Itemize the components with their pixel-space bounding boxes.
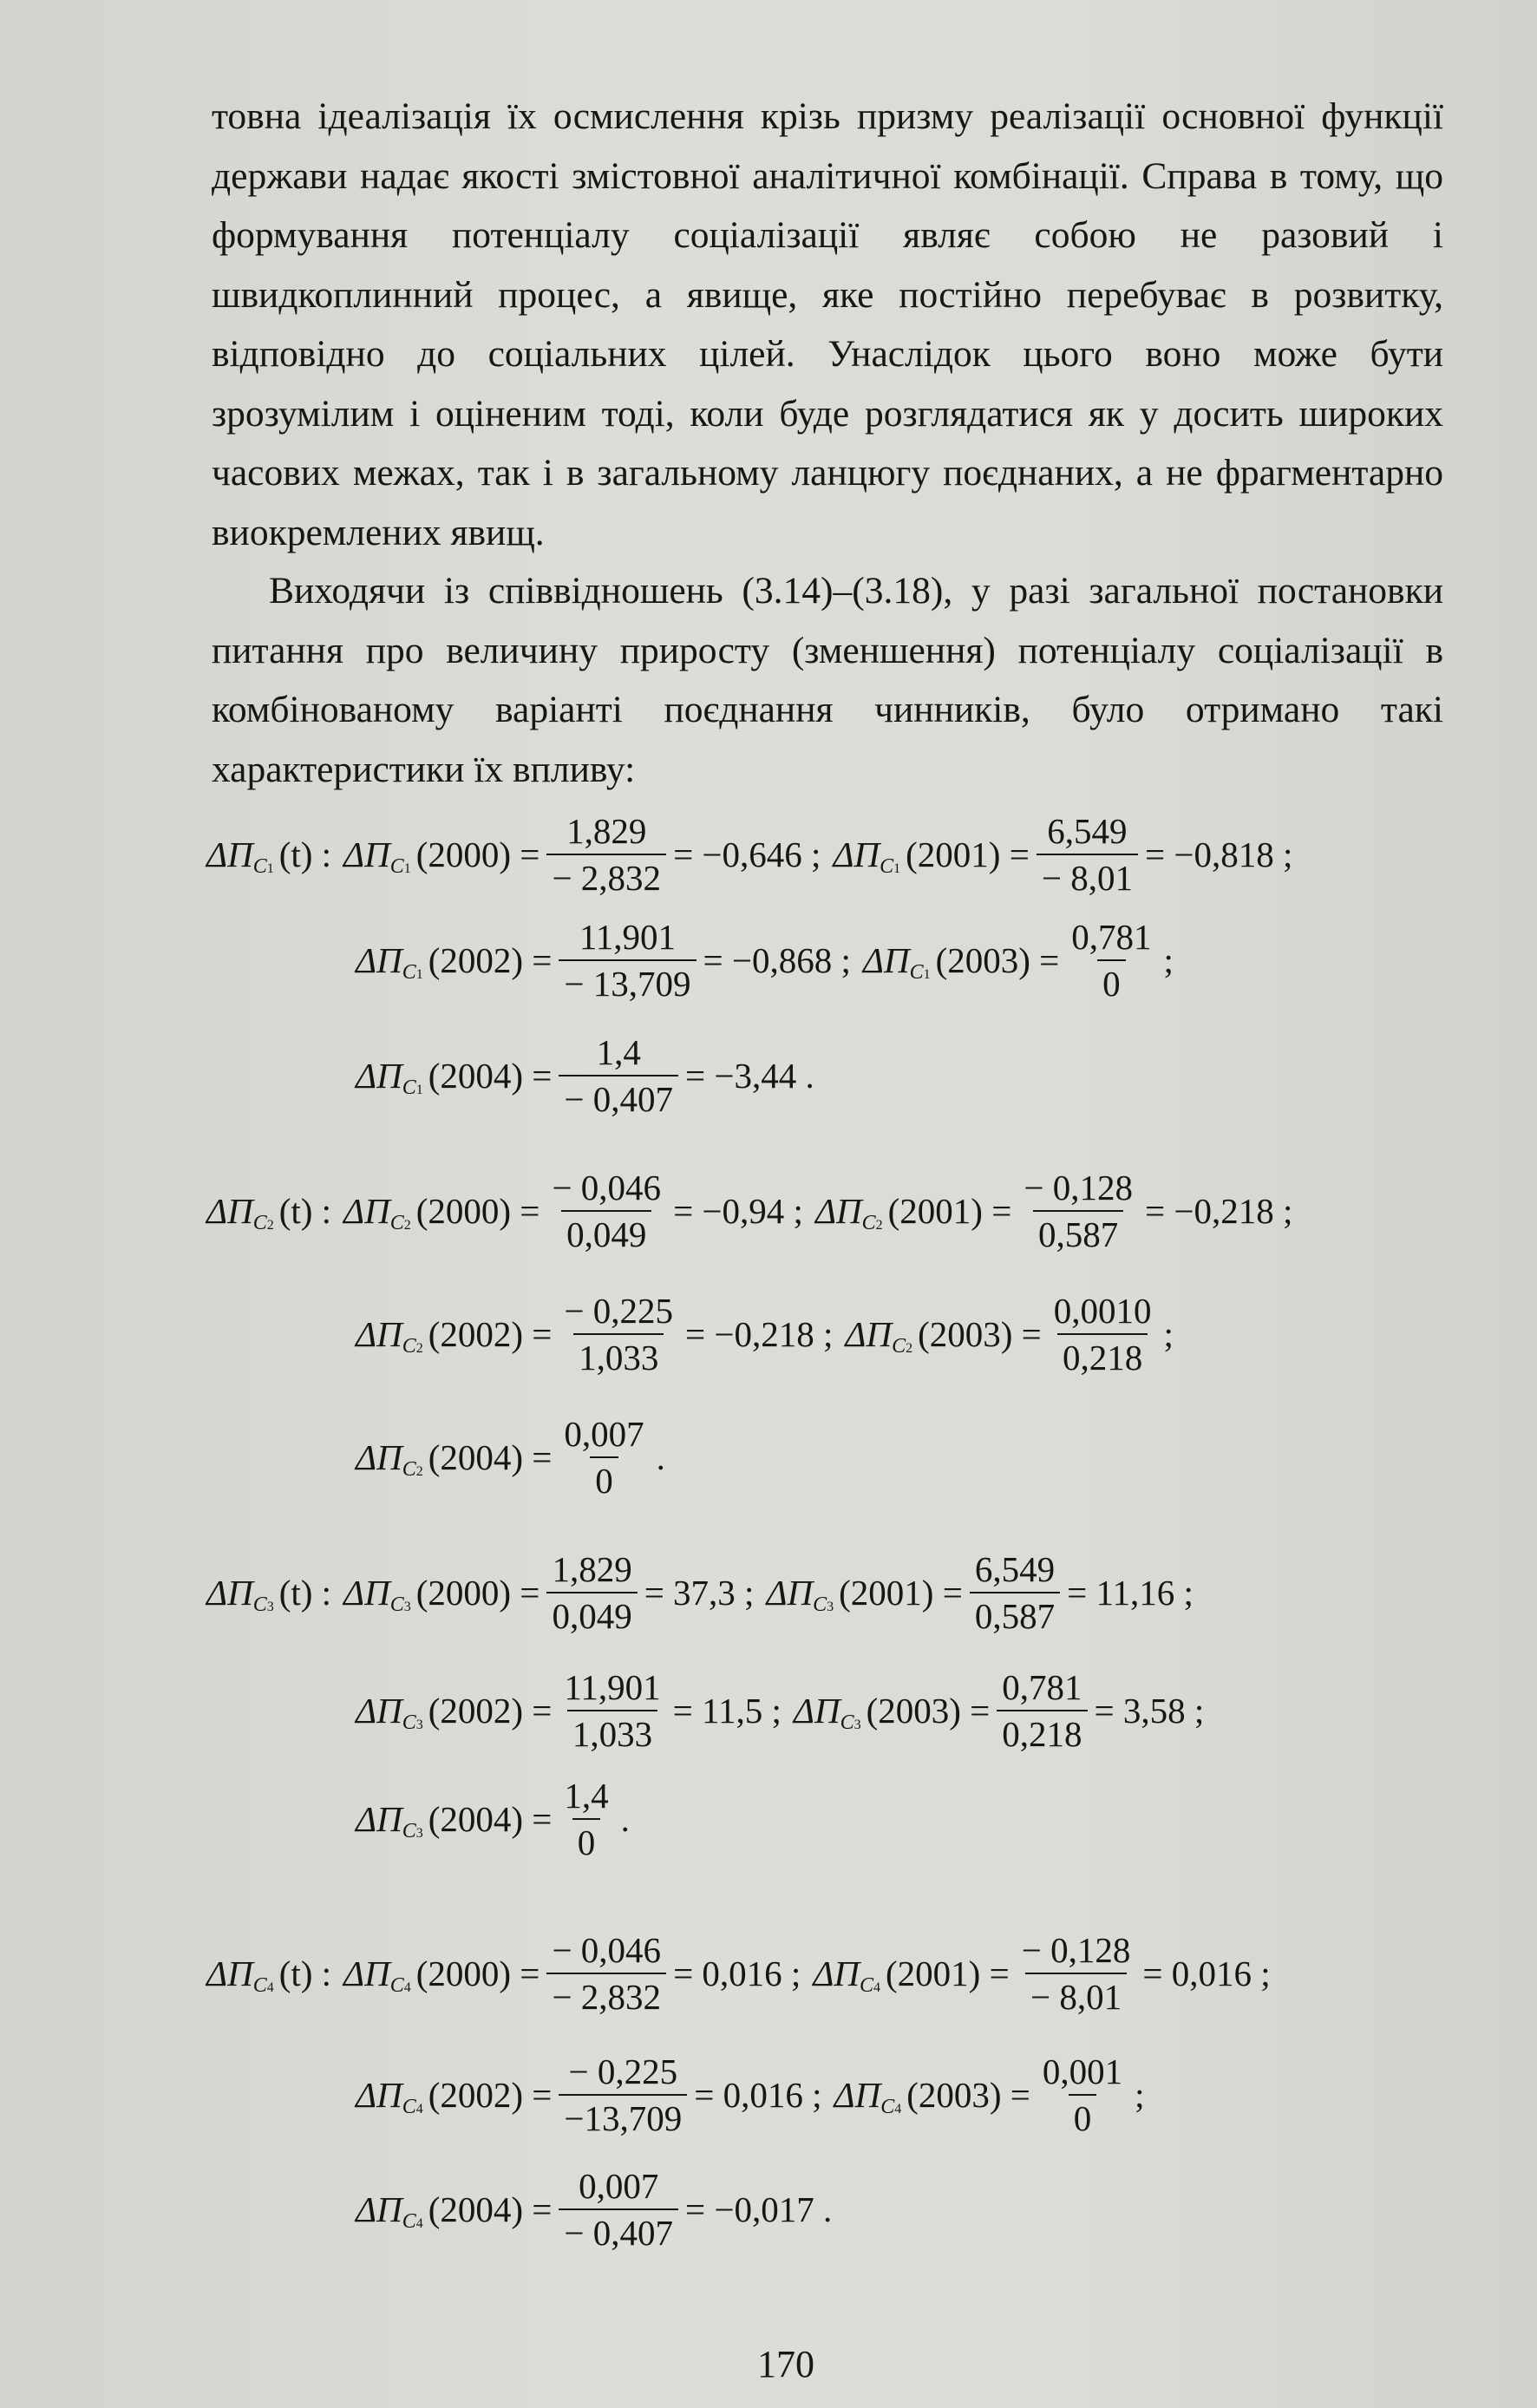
subscript-index: 4 <box>403 1979 411 1995</box>
equation-line <box>206 807 1292 902</box>
symbol-text: ΔП <box>206 1953 253 1993</box>
equation-term <box>356 2165 832 2254</box>
fraction <box>1017 1929 1136 2018</box>
subscript-index: 4 <box>894 2101 902 2117</box>
symbol-text: ΔП <box>343 1573 390 1613</box>
symbol-text: ΔП <box>766 1573 814 1613</box>
year-argument: (2000) = <box>415 1573 540 1613</box>
equation-term <box>343 1167 803 1255</box>
result-value: = 0,016 ; <box>1142 1953 1271 1993</box>
lead-argument: (t) : <box>278 1191 332 1231</box>
delta-p-symbol <box>356 2074 428 2116</box>
fraction-denominator: − 8,01 <box>1025 1973 1127 2018</box>
subscript-index: 4 <box>415 2215 423 2231</box>
subscript-index: 4 <box>873 1979 881 1995</box>
fraction <box>1037 2051 1128 2139</box>
subscript-index: 3 <box>266 1599 274 1614</box>
subscript-letter: C <box>252 1593 267 1616</box>
symbol-text: ΔП <box>343 1191 390 1231</box>
symbol-subscript <box>402 1335 423 1358</box>
symbol-text: ΔП <box>793 1691 840 1731</box>
subscript-index: 3 <box>415 1825 423 1841</box>
fraction-denominator: 0,587 <box>970 1592 1060 1637</box>
year-argument: (2001) = <box>839 1573 963 1613</box>
subscript-letter: C <box>861 1211 876 1234</box>
symbol-text: ΔП <box>833 834 880 874</box>
fraction-numerator: 0,001 <box>1042 2051 1123 2091</box>
subscript-letter: C <box>402 1334 416 1358</box>
equation-line <box>206 1545 1194 1640</box>
symbol-subscript <box>402 961 423 985</box>
subscript-letter: C <box>389 854 404 878</box>
fraction-numerator: 0,007 <box>579 2166 659 2206</box>
fraction-denominator: − 2,832 <box>546 854 666 899</box>
year-argument: (2003) = <box>918 1314 1042 1354</box>
result-value: = −0,218 ; <box>685 1314 834 1354</box>
result-value: = 0,016 ; <box>673 1953 801 1993</box>
equation-term <box>834 2051 1145 2139</box>
delta-p-symbol <box>815 1190 888 1232</box>
fraction <box>559 2165 678 2254</box>
symbol-text: ΔП <box>356 2189 402 2229</box>
result-value: = 11,5 ; <box>672 1691 782 1731</box>
fraction-denominator: 0,049 <box>546 1592 637 1637</box>
fraction <box>559 1666 665 1755</box>
subscript-letter: C <box>402 2209 416 2233</box>
symbol-subscript <box>253 1593 274 1617</box>
subscript-index: 1 <box>923 966 931 982</box>
lead-argument: (t) : <box>278 1573 332 1613</box>
year-argument: (2002) = <box>428 2075 553 2115</box>
year-argument: (2002) = <box>428 1314 553 1354</box>
equation-line <box>356 2047 1145 2143</box>
subscript-index: 2 <box>415 1463 423 1479</box>
fraction-numerator: − 0,046 <box>552 1168 662 1207</box>
subscript-index: 1 <box>415 966 423 982</box>
fraction-numerator: − 0,128 <box>1024 1168 1133 1207</box>
symbol-subscript <box>880 855 900 879</box>
subscript-index: 4 <box>266 1979 274 1995</box>
result-value: = −0,94 ; <box>673 1191 803 1231</box>
delta-p-symbol <box>356 939 428 984</box>
subscript-index: 3 <box>403 1599 411 1614</box>
equation-term <box>356 1775 630 1863</box>
equation-term <box>833 810 1292 899</box>
year-argument: (2004) = <box>428 2189 553 2229</box>
year-argument: (2003) = <box>935 940 1060 980</box>
delta-p-symbol <box>766 1572 839 1616</box>
fraction-numerator: 0,781 <box>1002 1667 1082 1707</box>
symbol-subscript <box>862 1212 883 1235</box>
fraction <box>546 1548 637 1637</box>
fraction <box>546 1929 666 2018</box>
symbol-subscript <box>253 1974 274 1998</box>
symbol-subscript <box>402 1711 423 1735</box>
result-value: = −0,818 ; <box>1144 834 1293 874</box>
fraction <box>997 1666 1087 1755</box>
subscript-letter: C <box>252 1211 267 1234</box>
symbol-subscript <box>840 1711 861 1735</box>
year-argument: (2003) = <box>866 1691 991 1731</box>
subscript-letter: C <box>813 1593 827 1616</box>
year-argument: (2000) = <box>415 834 540 874</box>
subscript-letter: C <box>402 1457 416 1481</box>
subscript-index: 2 <box>415 1340 423 1356</box>
fraction <box>559 1031 678 1120</box>
fraction-numerator: 0,007 <box>564 1414 644 1454</box>
symbol-text: ΔП <box>845 1314 893 1354</box>
fraction <box>1037 810 1138 899</box>
result-value: = −0,646 ; <box>673 834 821 874</box>
equation-term <box>356 916 851 1004</box>
result-value: = 0,016 ; <box>694 2075 822 2115</box>
fraction <box>559 916 696 1004</box>
delta-p-symbol <box>206 834 279 878</box>
subscript-letter: C <box>402 1076 416 1099</box>
equation-term <box>356 1666 782 1755</box>
delta-p-symbol <box>206 1953 279 1997</box>
equation-term <box>815 1167 1292 1255</box>
fraction-denominator: − 0,407 <box>559 1075 678 1120</box>
equation-term <box>343 810 821 899</box>
subscript-letter: C <box>402 960 416 984</box>
fraction <box>546 810 666 899</box>
year-argument: (2001) = <box>887 1191 1012 1231</box>
equation-line <box>356 1771 630 1867</box>
symbol-text: ΔП <box>356 1799 402 1839</box>
subscript-index: 3 <box>827 1599 834 1614</box>
equation-term <box>356 1031 814 1120</box>
symbol-subscript <box>860 1974 880 1998</box>
fraction-denominator: − 13,709 <box>559 959 696 1004</box>
subscript-index: 2 <box>906 1340 913 1356</box>
result-value: ; <box>1163 940 1174 980</box>
subscript-index: 1 <box>415 1082 423 1097</box>
subscript-index: 2 <box>875 1217 883 1233</box>
symbol-text: ΔП <box>356 2075 402 2115</box>
symbol-subscript <box>253 1212 274 1235</box>
fraction-numerator: − 0,225 <box>568 2051 678 2091</box>
delta-p-symbol <box>356 1313 428 1358</box>
year-argument: (2004) = <box>428 1056 553 1096</box>
year-argument: (2004) = <box>428 1799 553 1839</box>
equation-line <box>206 1163 1292 1259</box>
equation-line <box>356 1663 1204 1758</box>
result-value: . <box>656 1437 665 1477</box>
subscript-letter: C <box>909 960 924 984</box>
delta-p-symbol <box>343 1953 416 1997</box>
subscript-letter: C <box>860 1973 874 1997</box>
symbol-text: ΔП <box>343 834 390 874</box>
delta-p-symbol <box>833 834 906 878</box>
symbol-text: ΔП <box>356 940 402 980</box>
fraction-numerator: 6,549 <box>974 1549 1056 1589</box>
equation-term <box>343 1929 801 2018</box>
equation-line <box>356 2162 832 2257</box>
subscript-letter: C <box>402 1819 416 1842</box>
subscript-letter: C <box>252 1973 267 1997</box>
delta-p-symbol <box>834 2074 907 2116</box>
symbol-subscript <box>253 855 274 879</box>
subscript-letter: C <box>252 854 267 878</box>
result-value: ; <box>1163 1314 1174 1354</box>
result-value: ; <box>1135 2075 1145 2115</box>
equation-term <box>813 1929 1270 2018</box>
fraction-numerator: − 0,046 <box>552 1930 662 1970</box>
subscript-index: 3 <box>854 1717 861 1732</box>
fraction-numerator: 0,781 <box>1071 917 1152 957</box>
delta-p-symbol <box>356 1436 428 1481</box>
equation-line <box>356 1286 1174 1382</box>
fraction <box>1049 1290 1157 1378</box>
fraction-denominator: 0 <box>572 1818 601 1863</box>
subscript-letter: C <box>880 854 894 878</box>
fraction <box>546 1167 666 1255</box>
result-value: = −0,218 ; <box>1144 1191 1293 1231</box>
fraction-numerator: 1,829 <box>566 811 647 851</box>
fraction-numerator: − 0,128 <box>1021 1930 1131 1970</box>
delta-p-symbol <box>356 1798 428 1840</box>
fraction-denominator: 0 <box>590 1456 618 1502</box>
equation-term <box>766 1548 1193 1637</box>
symbol-subscript <box>402 2210 423 2234</box>
equation-term <box>356 1290 833 1378</box>
delta-p-symbol <box>793 1690 867 1734</box>
year-argument: (2001) = <box>906 834 1030 874</box>
delta-p-symbol <box>845 1313 918 1358</box>
delta-p-symbol <box>862 939 936 984</box>
year-argument: (2002) = <box>428 940 553 980</box>
subscript-index: 3 <box>415 1717 423 1732</box>
fraction-denominator: 1,033 <box>573 1333 664 1378</box>
delta-p-symbol <box>343 1190 416 1232</box>
delta-p-symbol <box>206 1572 279 1616</box>
fraction-numerator: 1,4 <box>596 1032 641 1072</box>
symbol-subscript <box>402 1820 423 1843</box>
year-argument: (2000) = <box>415 1953 540 1993</box>
symbol-subscript <box>910 961 931 985</box>
fraction-denominator: − 8,01 <box>1037 854 1138 899</box>
fraction-denominator: 0 <box>1069 2094 1097 2139</box>
symbol-subscript <box>390 1212 411 1235</box>
lead-argument: (t) : <box>278 1953 332 1993</box>
delta-p-symbol <box>343 834 416 878</box>
fraction-denominator: 0,049 <box>561 1210 651 1255</box>
delta-p-symbol <box>356 1690 428 1734</box>
subscript-letter: C <box>880 2095 895 2118</box>
equation-line <box>356 913 1174 1008</box>
symbol-text: ΔП <box>814 1191 862 1231</box>
subscript-letter: C <box>892 1334 906 1358</box>
symbol-subscript <box>880 2096 901 2119</box>
symbol-text: ΔП <box>356 1691 402 1731</box>
result-value: = −0,868 ; <box>703 940 851 980</box>
symbol-text: ΔП <box>206 1191 253 1231</box>
equation-line <box>206 1926 1271 2021</box>
page-number: 170 <box>757 2343 814 2385</box>
fraction-numerator: 1,829 <box>552 1549 632 1589</box>
delta-p-symbol <box>813 1953 886 1997</box>
delta-p-symbol <box>356 2189 428 2233</box>
fraction-numerator: 0,0010 <box>1053 1291 1152 1331</box>
year-argument: (2002) = <box>428 1691 553 1731</box>
fraction-denominator: 1,033 <box>567 1710 657 1755</box>
fraction-numerator: 1,4 <box>564 1776 609 1816</box>
symbol-subscript <box>402 1458 423 1482</box>
fraction <box>559 1413 649 1502</box>
symbol-text: ΔП <box>356 1437 402 1477</box>
symbol-subscript <box>402 2096 423 2119</box>
subscript-letter: C <box>840 1711 854 1734</box>
fraction <box>559 1775 613 1863</box>
fraction-numerator: − 0,225 <box>564 1291 674 1331</box>
symbol-subscript <box>813 1593 834 1617</box>
year-argument: (2004) = <box>428 1437 553 1477</box>
symbol-text: ΔП <box>862 940 910 980</box>
symbol-text: ΔП <box>813 1953 860 1993</box>
fraction-numerator: 11,901 <box>564 1667 661 1707</box>
delta-p-symbol <box>356 1055 428 1099</box>
subscript-letter: C <box>402 1711 416 1734</box>
fraction-denominator: 0,218 <box>997 1710 1087 1755</box>
subscript-index: 1 <box>266 860 274 876</box>
symbol-text: ΔП <box>834 2075 881 2115</box>
equation-term <box>845 1290 1174 1378</box>
delta-p-symbol <box>343 1572 416 1616</box>
fraction <box>970 1548 1060 1637</box>
equation-term <box>794 1666 1204 1755</box>
fraction-denominator: − 0,407 <box>559 2208 678 2254</box>
equation-line <box>356 1410 665 1505</box>
fraction-denominator: 0,587 <box>1033 1210 1123 1255</box>
symbol-text: ΔП <box>206 1573 253 1613</box>
fraction-denominator: − 2,832 <box>546 1973 666 2018</box>
subscript-index: 1 <box>893 860 901 876</box>
symbol-subscript <box>390 855 411 879</box>
equation-line <box>356 1028 814 1123</box>
year-argument: (2001) = <box>886 1953 1010 1993</box>
result-value: . <box>620 1799 630 1839</box>
subscript-letter: C <box>389 1211 404 1234</box>
delta-p-symbol <box>206 1190 279 1232</box>
result-value: = 11,16 ; <box>1067 1573 1194 1613</box>
fraction-denominator: 0,218 <box>1057 1333 1148 1378</box>
symbol-text: ΔП <box>343 1953 390 1993</box>
paragraph-1: товна ідеалізація їх осмислення крізь призму реалізації основної функції держави надає якості змістовної аналітичної комбінації. Справа в тому, що формування потенціалу соціалізації являє собою не разовий і швидкоплинний процес, а явище, яке постійно перебуває в розвитку, відповідно до соціальних цілей. Унаслідок цього воно може бути зрозумілим і оціненим тоді, коли буде розглядатися як у досить широких часових межах, так і в загальному ланцюгу поєднаних, а не фрагментарно виокремлених явищ. <box>212 95 1443 553</box>
fraction-numerator: 6,549 <box>1047 811 1128 851</box>
subscript-index: 2 <box>403 1217 411 1233</box>
subscript-letter: C <box>389 1973 404 1997</box>
equation-term <box>343 1548 754 1637</box>
subscript-letter: C <box>389 1593 404 1616</box>
equation-term <box>356 2051 822 2139</box>
fraction-numerator: 11,901 <box>579 917 677 957</box>
year-argument: (2003) = <box>906 2075 1030 2115</box>
result-value: = 37,3 ; <box>644 1573 755 1613</box>
equation-term <box>863 916 1174 1004</box>
symbol-subscript <box>402 1076 423 1100</box>
fraction <box>1018 1167 1138 1255</box>
fraction <box>559 2051 687 2139</box>
symbol-subscript <box>390 1974 411 1998</box>
year-argument: (2000) = <box>415 1191 540 1231</box>
subscript-letter: C <box>402 2095 416 2118</box>
equation-term <box>356 1413 665 1502</box>
symbol-text: ΔП <box>356 1056 402 1096</box>
paragraph-2: Виходячи із співвідношень (3.14)–(3.18), у разі загальної постановки питання про величину приросту (зменшення) потенціалу соціалізації в комбінованому варіанті поєднання чинників, було отримано такі характеристики їх впливу: <box>212 570 1443 790</box>
fraction-denominator: −13,709 <box>559 2094 687 2139</box>
symbol-subscript <box>892 1335 912 1358</box>
result-value: = −0,017 . <box>685 2189 833 2229</box>
fraction <box>1066 916 1156 1004</box>
result-value: = 3,58 ; <box>1094 1691 1205 1731</box>
symbol-text: ΔП <box>206 834 253 874</box>
result-value: = −3,44 . <box>685 1056 814 1096</box>
subscript-index: 4 <box>415 2101 423 2117</box>
fraction <box>559 1290 678 1378</box>
subscript-index: 2 <box>266 1217 274 1233</box>
symbol-text: ΔП <box>356 1314 402 1354</box>
subscript-index: 1 <box>403 860 411 876</box>
lead-argument: (t) : <box>278 834 332 874</box>
symbol-subscript <box>390 1593 411 1617</box>
fraction-denominator: 0 <box>1097 959 1126 1004</box>
